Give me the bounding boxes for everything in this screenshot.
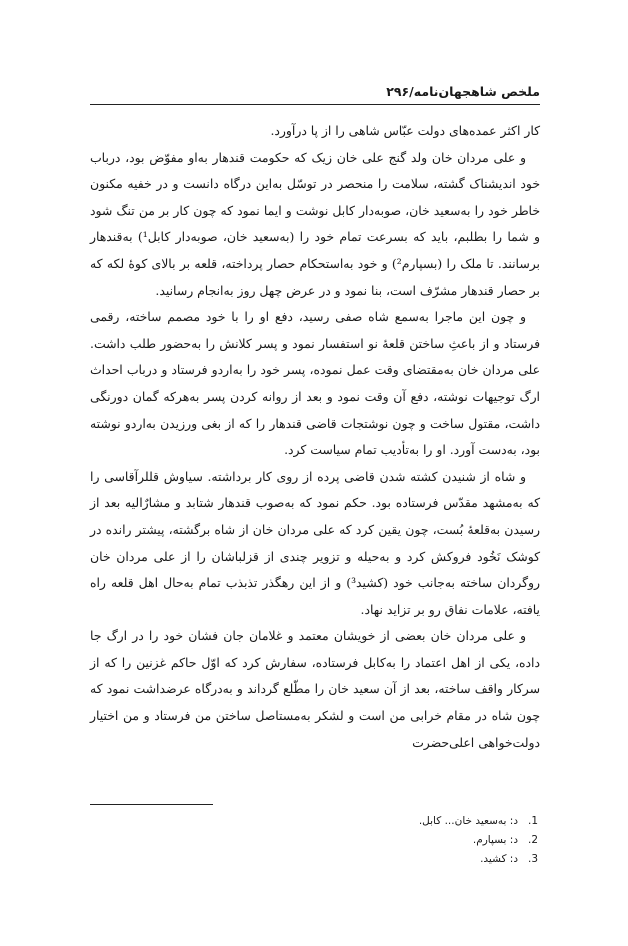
paragraph-4: و شاه از شنیدن کشته شدن قاضی پرده از روی کار برداشته. سیاوش قللرآقاسی را که به‌مشهد مقدّس فرستاده بود. حکم نمود که به‌صوب قندهار شتابد و مشارٌالیه بعد از رسیدن به‌قلعهٔ بُست، چون یقین کرد که علی مردان خان از شاه برگشته، پیشتر رانده در کوشک نَخُود فروکش کرد و به‌حیله و تزویر چندی از قزلباشان را از علی مردان خان روگردان ساخته به‌جانب خود (کشید³) و از این رهگذر تذبذب تمام به‌حال اهل قلعه راه یافته، علامات نفاق رو بر تزاید نهاد. [90, 468, 540, 617]
book-title: ملخص شاهجهان‌نامه [413, 84, 540, 99]
paragraph-2: و علی مردان خان ولد گنج علی خان زیک که حکومت قندهار به‌او مفوّض بود، درباب خود اندیشناک گشته، سلامت را منحصر در توسّل به‌این درگاه دانست و در خفیه مکنون خاطر خود را به‌سعید خان، صوبه‌دار کابل نوشت و ایما نمود که چون کار بر من تنگ شود و شما را بطلبم، باید که بسرعت تمام خود را (به‌سعید خان، صوبه‌دار کابل¹) به‌قندهار برسانند. تا ملک را (بسپارم²) و خود به‌استحکام حصار پرداخته، قلعه بر بالای کوهٔ لکه که بر حصار قندهار مشرّف است، بنا نمود و در عرض چهل روز به‌انجام رسانید. [90, 149, 540, 298]
footnote-item [238, 850, 538, 869]
page-number: ۲۹۶ [386, 84, 410, 99]
footnote-item [238, 831, 538, 850]
paragraph-5: و علی مردان خان بعضی از خویشان معتمد و غلامان جان فشان خود را در ارگ جا داده، یکی از اهل اعتماد را به‌کابل فرستاده، سفارش کرد که اوّل حاکم غزنین را که از سرکار واقف ساخته، بعد از آن سعید خان را مطّلع گرداند و به‌درگاه عرضداشت نمود که چون شاه در مقام خرابی من است و لشکر به‌مستاصل ساختن من فرستاد و من اختیار دولت‌خواهی اعلی‌حضرت [90, 628, 540, 750]
footnote-text: د: کشید. [480, 853, 518, 865]
footnote-number: 2. [527, 834, 538, 846]
header-separator: / [409, 84, 414, 99]
footnote-rule [90, 804, 213, 805]
footnote-item [238, 812, 538, 831]
footnote-number: 3. [527, 853, 538, 865]
footnote-text: د: به‌سعید خان... کابل. [418, 815, 518, 827]
paragraph-1: کار اکثر عمده‌های دولت عبّاس شاهی را از پا درآورد. [270, 123, 540, 138]
body-text [90, 118, 540, 756]
paragraph-3: و چون این ماجرا به‌سمع شاه صفی رسید، دفع او را با خود مصمم ساخته، رقمی فرستاد و از باعثِ ساختن قلعهٔ نو استفسار نمود و پسر کلانش را به‌حضور طلب داشت. علی مردان خان به‌مقتضای وقت عمل نموده، پسر خود را به‌اردو فرستاد و درباب احداث ارگ توجیهات نوشته، دفع آن وقت نمود و بعد از روانه کردن پسر به‌هرکه گمان دورنگی داشت، مقتول ساخت و چون نوشتجات قاضی قندهار را که از بغی ورزیدن به‌اردو نوشته بود، به‌دست آورد. او را به‌تأدیب تمام سیاست کرد. [90, 309, 540, 458]
header-rule [90, 104, 540, 105]
page-header [386, 84, 540, 99]
footnote-number: 1. [527, 815, 538, 827]
footnotes [238, 812, 538, 869]
footnote-text: د: بسپارم. [472, 834, 518, 846]
